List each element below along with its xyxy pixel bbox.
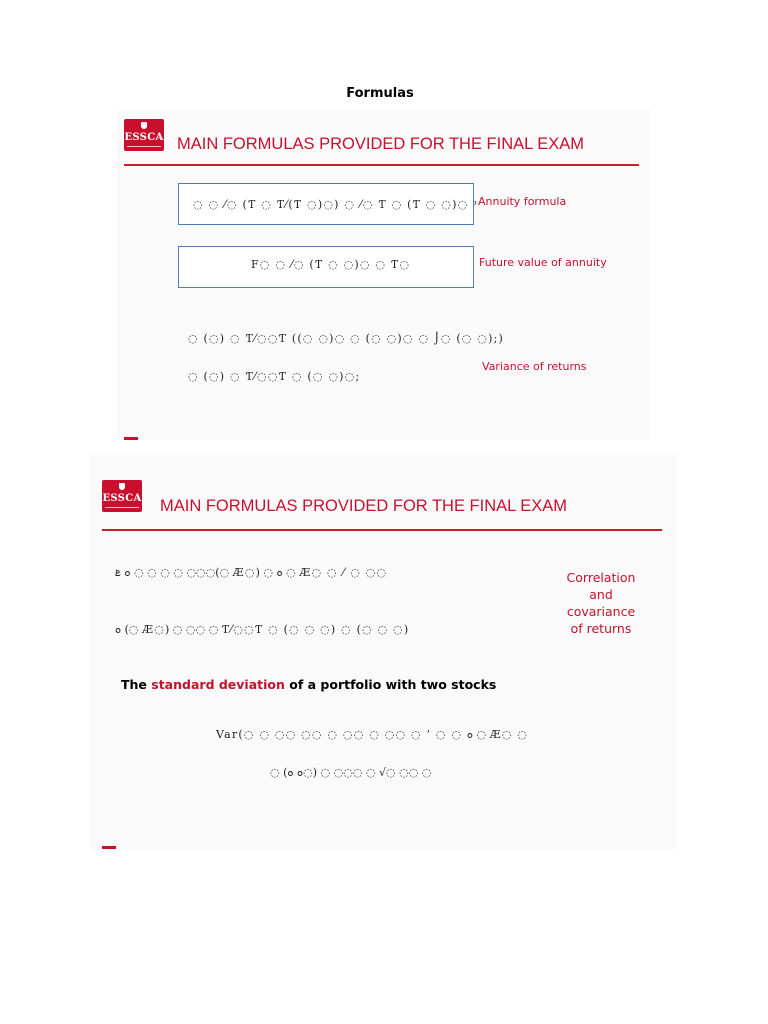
future-value-label: Future value of annuity <box>479 256 607 269</box>
variance-formula-2: ◌ (◌) ◌ Ƭ⁄◌◌Ƭ ◌ (◌ ◌)◌; <box>188 370 361 383</box>
correlation-label: Correlation and covariance of returns <box>566 570 636 636</box>
std-deviation-highlight: standard deviation <box>151 677 285 692</box>
crest-icon <box>141 122 147 129</box>
annuity-formula: ◌ ◌ ⁄◌ (Ƭ ◌ Ƭ⁄(Ƭ ◌)◌) ◌ ⁄◌ Ƭ ◌ (Ƭ ◌ ◌)◌ ᵌ <box>193 198 479 211</box>
correlation-formula: ܘ ܧ ◌ ◌ ◌ ◌ ◌◌◌(◌ Æ◌) ◌ ܘ ◌ Æ◌ ◌ ⁄ ◌ ◌◌ <box>115 566 388 579</box>
crest-icon <box>119 483 125 490</box>
variance-label: Variance of returns <box>482 360 587 373</box>
portfolio-std-formula: ◌ (ܘ ܘ◌) ◌ ◌◌◌ ◌ √◌ ◌◌ ◌ <box>270 766 432 779</box>
future-value-formula: F◌ ◌ ⁄◌ (Ƭ ◌ ◌)◌ ◌ Ƭ◌ <box>251 258 411 271</box>
slide-1-marker <box>124 437 138 440</box>
std-deviation-sentence: The standard deviation of a portfolio with two stocks <box>121 677 497 692</box>
logo-text: ESSCA <box>102 493 142 504</box>
logo-text: ESSCA <box>124 132 164 143</box>
document-title: Formulas <box>346 86 414 101</box>
variance-formula-1: ◌ (◌) ◌ Ƭ⁄◌◌Ƭ ((◌ ◌)◌ ◌ (◌ ◌)◌ ◌ ⌡◌ (◌ ◌);) <box>188 332 504 345</box>
essca-logo <box>124 119 164 151</box>
slide-2-marker <box>102 846 116 849</box>
title-rule <box>102 529 662 531</box>
portfolio-variance-formula: Var(◌ ◌ ◌◌ ◌◌ ◌ ◌◌ ◌ ◌◌ ◌ ’ ◌ ◌ ܘ ◌ Æ◌ ◌ <box>216 728 529 741</box>
slide-1-title: MAIN FORMULAS PROVIDED FOR THE FINAL EXAM <box>177 135 585 153</box>
title-rule <box>124 164 639 166</box>
slide-2-title: MAIN FORMULAS PROVIDED FOR THE FINAL EXAM <box>160 497 568 515</box>
covariance-formula: ܘ (◌ Æ◌) ◌ ◌◌ ◌ Ƭ⁄◌◌Ƭ ◌ (◌ ◌ ◌) ◌ (◌ ◌ ◌) <box>115 623 410 636</box>
annuity-label: Annuity formula <box>478 195 567 208</box>
essca-logo <box>102 480 142 512</box>
